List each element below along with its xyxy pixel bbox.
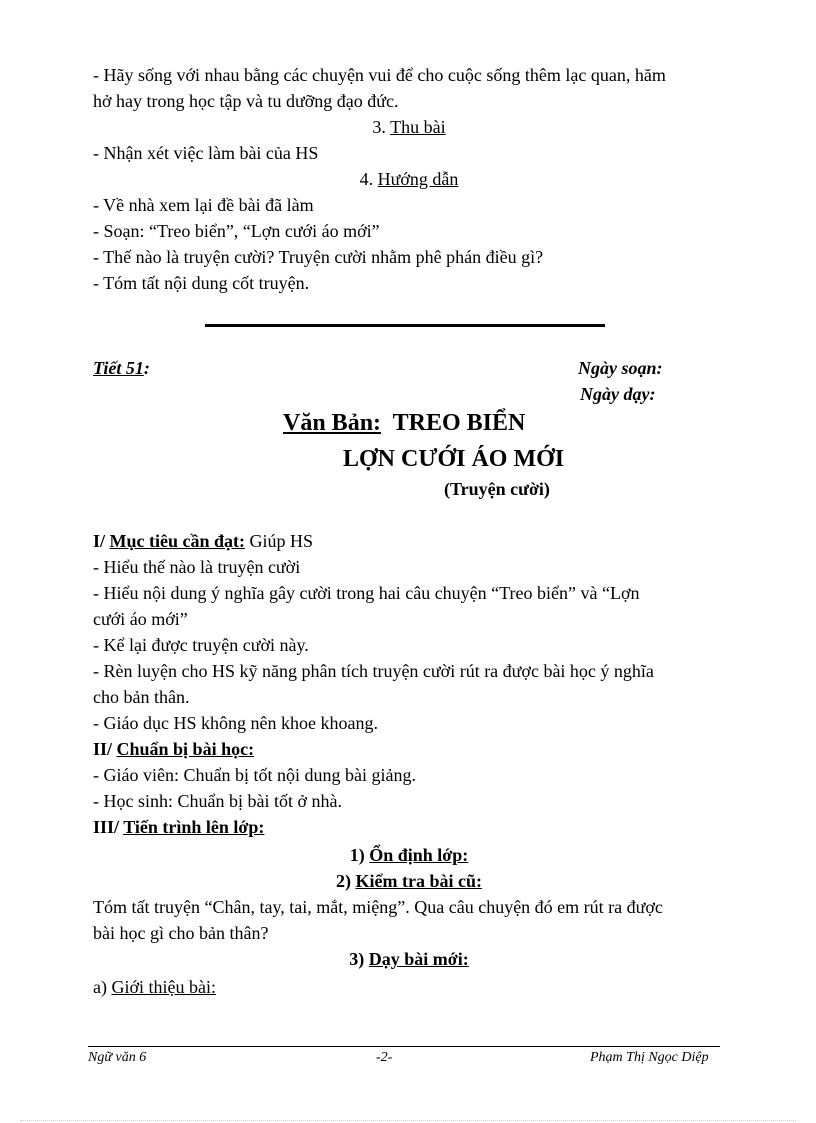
document-title: Văn Bản: TREO BIỂN: [283, 410, 526, 436]
section-heading-thu-bai: 3. Thu bài: [372, 117, 446, 137]
date-taught-label: Ngày dạy:: [580, 384, 656, 404]
text-line: - Rèn luyện cho HS kỹ năng phân tích truyện cười rút ra được bài học ý nghĩa: [93, 661, 654, 681]
subheading-review: 2) Kiểm tra bài cũ:: [336, 871, 482, 891]
subheading-new-lesson: 3) Dạy bài mới:: [349, 949, 469, 969]
text-line: - Hiểu thế nào là truyện cười: [93, 557, 301, 577]
horizontal-divider: [205, 324, 605, 327]
text-line: - Giáo dục HS không nên khoe khoang.: [93, 713, 378, 733]
text-line: - Tóm tất nội dung cốt truyện.: [93, 273, 310, 293]
text-line: - Giáo viên: Chuẩn bị tốt nội dung bài giảng.: [93, 765, 416, 785]
section-heading-procedure: III/ Tiến trình lên lớp:: [93, 817, 265, 837]
section-heading-preparation: II/ Chuẩn bị bài học:: [93, 739, 255, 759]
text-line: - Học sinh: Chuẩn bị bài tốt ở nhà.: [93, 791, 342, 811]
page-number: -2-: [376, 1050, 393, 1065]
lesson-number: Tiết 51:: [93, 358, 150, 378]
subheading-class-stabilize: 1) Ổn định lớp:: [349, 845, 469, 865]
text-line: - Nhận xét việc làm bài của HS: [93, 143, 319, 163]
date-prepared-label: Ngày soạn:: [578, 358, 663, 378]
text-line: hở hay trong học tập và tu dưỡng đạo đức.: [93, 91, 399, 111]
footer-divider: [88, 1046, 720, 1047]
text-line: - Soạn: “Treo biển”, “Lợn cưới áo mới”: [93, 221, 380, 241]
text-line: bài học gì cho bản thân?: [93, 923, 269, 943]
section-heading-huong-dan: 4. Hướng dẫn: [359, 169, 459, 189]
text-line: Tóm tất truyện “Chân, tay, tai, mắt, miệng”. Qua câu chuyện đó em rút ra được: [93, 897, 663, 917]
page-bottom-border: [20, 1120, 796, 1121]
footer-author: Phạm Thị Ngọc Diệp: [590, 1050, 709, 1065]
text-line: - Về nhà xem lại đề bài đã làm: [93, 195, 314, 215]
genre-label: (Truyện cười): [444, 479, 550, 499]
text-line: cho bản thân.: [93, 687, 190, 707]
text-line: - Hiểu nội dung ý nghĩa gây cười trong hai câu chuyện “Treo biển” và “Lợn: [93, 583, 640, 603]
footer-subject: Ngữ văn 6: [88, 1050, 147, 1065]
document-title-line2: LỢN CƯỚI ÁO MỚI: [343, 446, 565, 472]
text-line: - Hãy sống với nhau bằng các chuyện vui để cho cuộc sống thêm lạc quan, hăm: [93, 65, 666, 85]
subheading-introduction: a) Giới thiệu bài:: [93, 977, 216, 997]
section-heading-objectives: I/ Mục tiêu cần đạt: Giúp HS: [93, 531, 314, 551]
text-line: cưới áo mới”: [93, 609, 188, 629]
text-line: - Kể lại được truyện cười này.: [93, 635, 309, 655]
text-line: - Thế nào là truyện cười? Truyện cười nhằm phê phán điều gì?: [93, 247, 544, 267]
